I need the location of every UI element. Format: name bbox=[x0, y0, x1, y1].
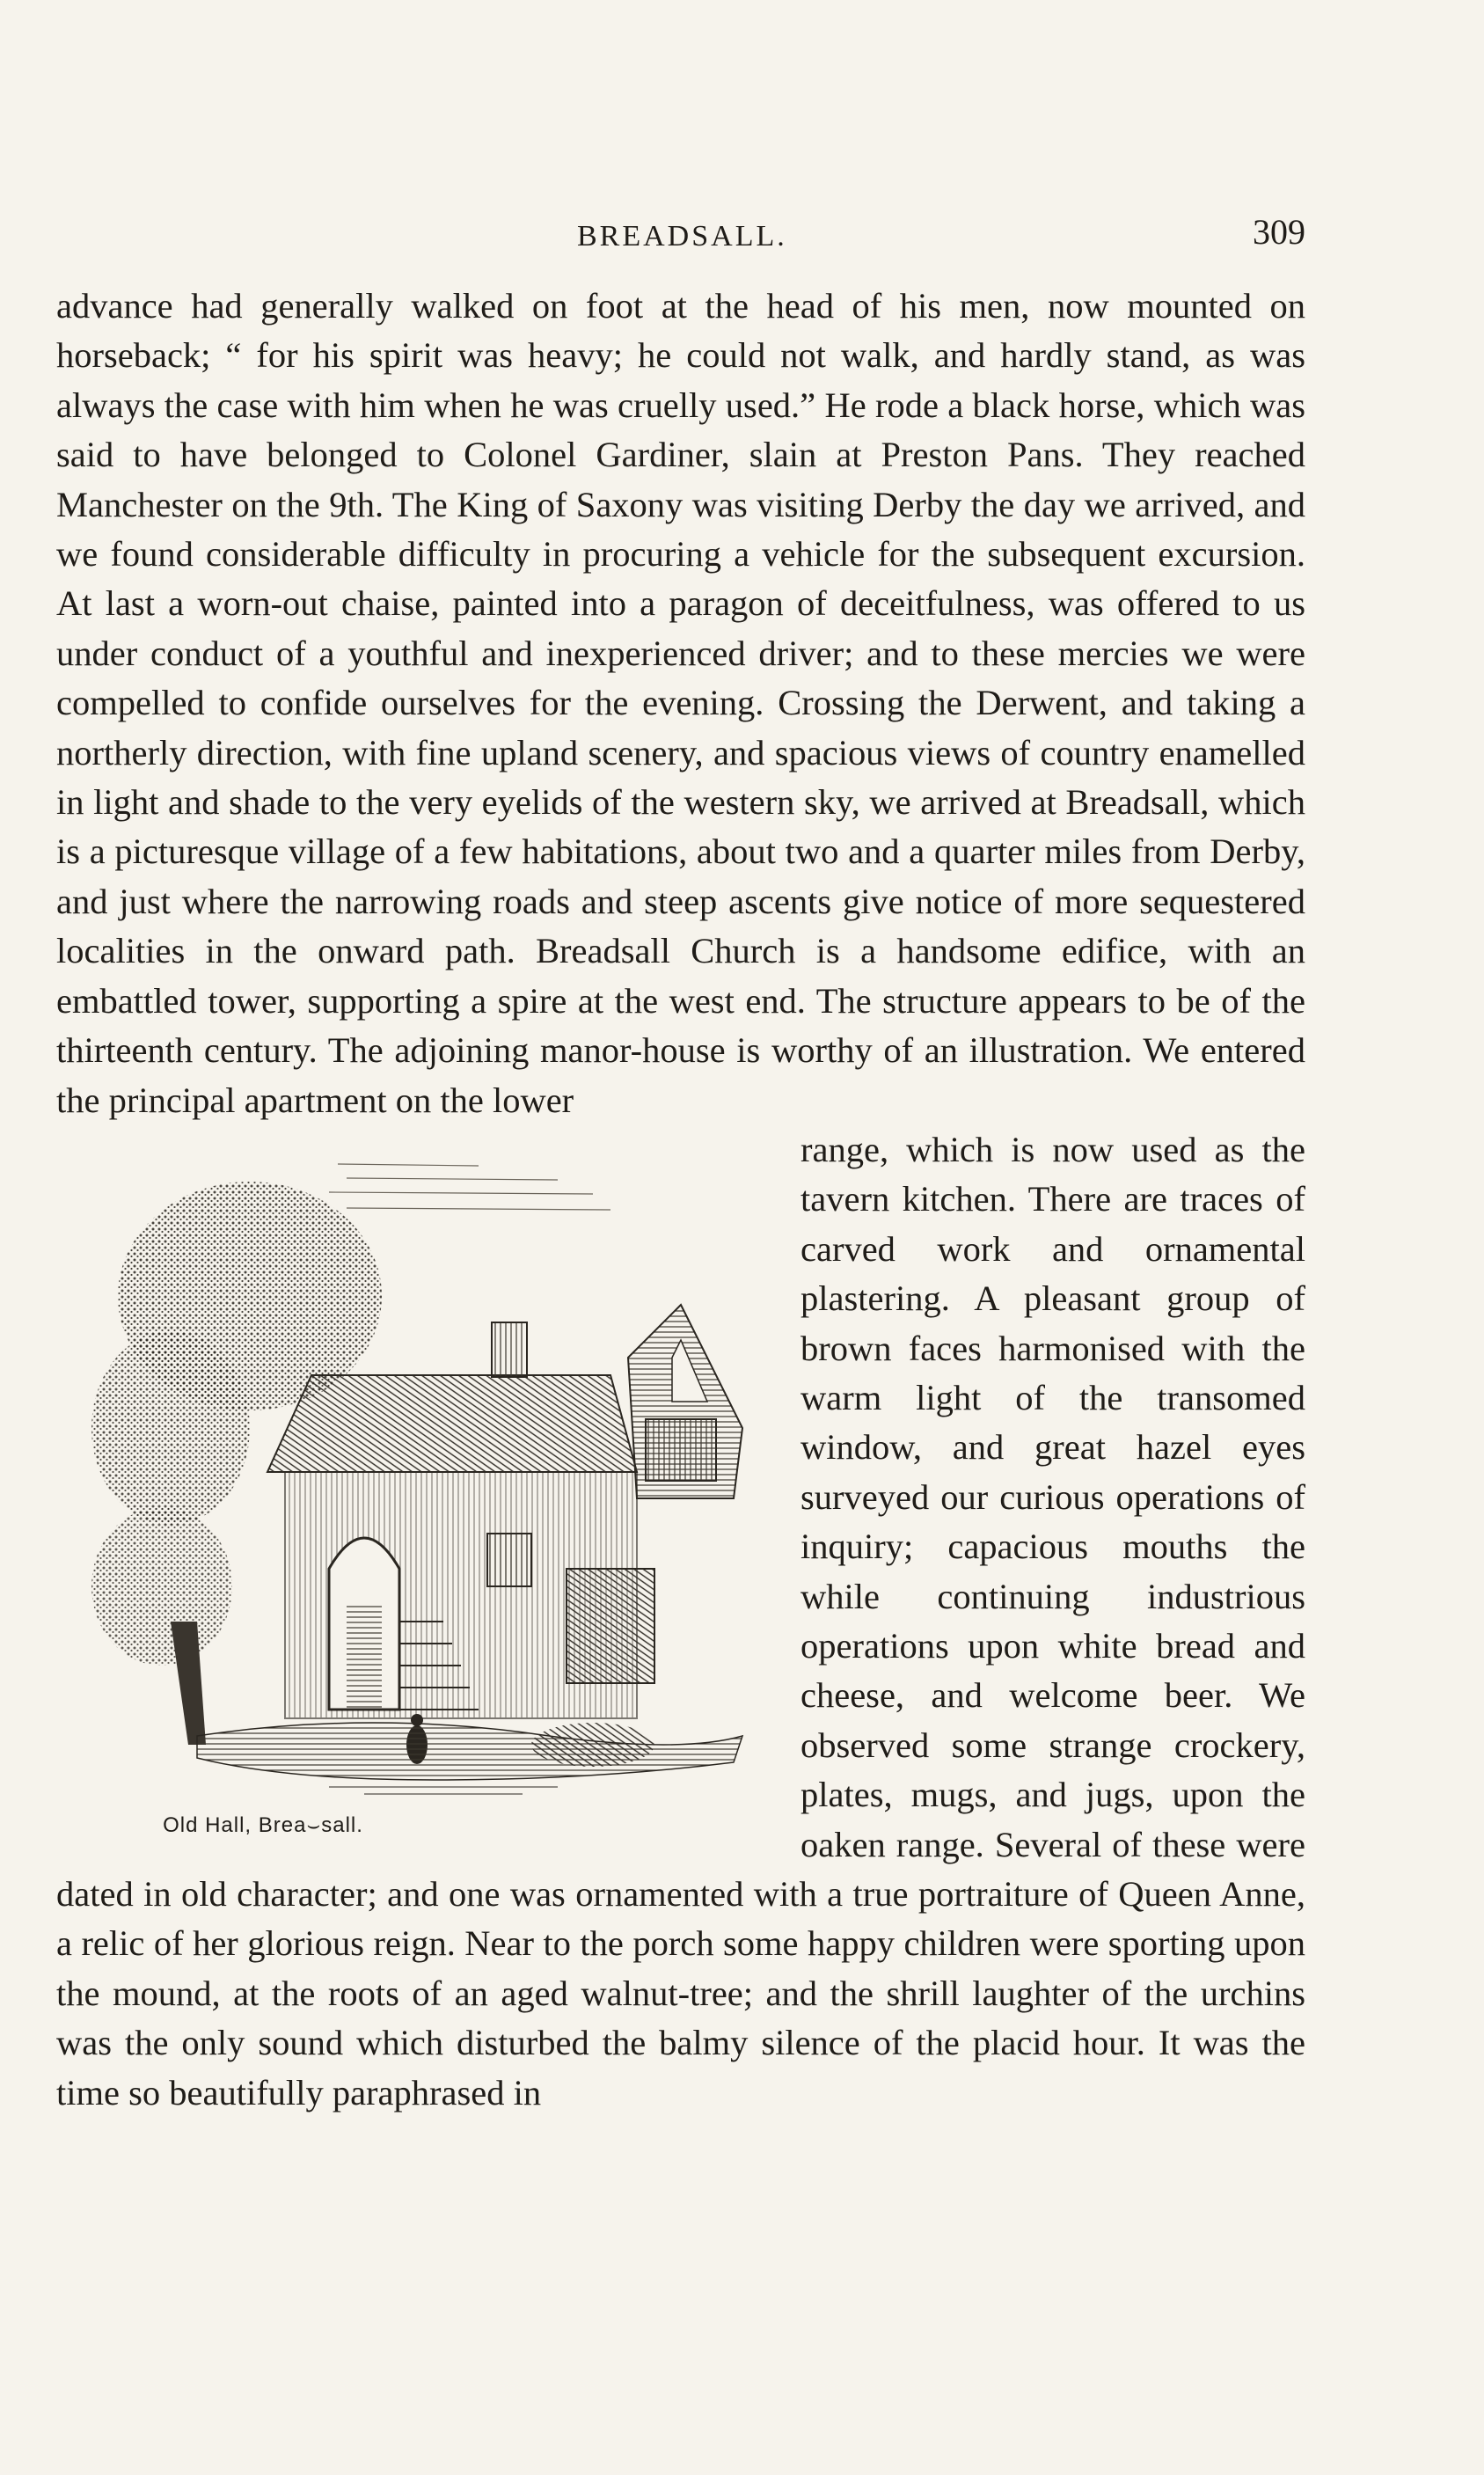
running-head: BREADSALL. bbox=[577, 220, 787, 253]
paragraph-after-figure: range, which is now used as the tavern kitchen. There are traces of carved work and ornamental plastering. A pleasant group of brown faces harmonised with the warm light of the transomed window, and great hazel eyes surveyed our curious operations of inquiry; capacious mouths the while continuing industrious operations upon white bread and cheese, and welcome beer. We observed some strange crockery, plates, mugs, and jugs, upon the oaken range. Several of these were dated in old character; and one was ornamented with a true portraiture of Queen Anne, a relic of her glorious reign. Near to the porch some happy children were sporting upon the mound, at the roots of an aged walnut-tree; and the shrill laughter of the urchins was the only sound which disturbed the balmy silence of the placid hour. It was the time so beautifully paraphrased in bbox=[56, 1129, 1305, 2113]
page-header bbox=[56, 211, 1305, 264]
body-text bbox=[56, 282, 1305, 2118]
paragraph-before-figure: advance had generally walked on foot at the head of his men, now mounted on horseback; “ for his spirit was heavy; he could not walk, and hardly stand, as was always the case with him when he was cruelly used.” He rode a black horse, which was said to have belonged to Colonel Gardiner, slain at Preston Pans. They reached Manchester on the 9th. The King of Saxony was visiting Derby the day we arrived, and we found considerable difficulty in procuring a vehicle for the subsequent excursion. At last a worn-out chaise, painted into a paragon of deceitfulness, was offered to us under conduct of a youthful and inexperienced driver; and to these mercies we were compelled to confide ourselves for the evening. Crossing the Derwent, and taking a northerly direction, with fine upland scenery, and spacious views of country enamelled in light and shade to the very eyelids of the western sky, we arrived at Breadsall, which is a picturesque village of a few habitations, about two and a quarter miles from Derby, and just where the narrowing roads and steep ascents give notice of more sequestered localities in the onward path. Breadsall Church is a handsome edifice, with an embattled tower, supporting a spire at the west end. The structure appears to be of the thirteenth century. The adjoining manor-house is worthy of an illustration. We entered the principal apartment on the lower bbox=[56, 286, 1305, 1120]
page-number: 309 bbox=[1253, 212, 1305, 252]
old-hall-engraving bbox=[65, 1129, 786, 1798]
old-hall-illustration bbox=[56, 1129, 786, 1859]
figure-caption: Old Hall, Brea⌣sall. bbox=[163, 1812, 363, 1837]
